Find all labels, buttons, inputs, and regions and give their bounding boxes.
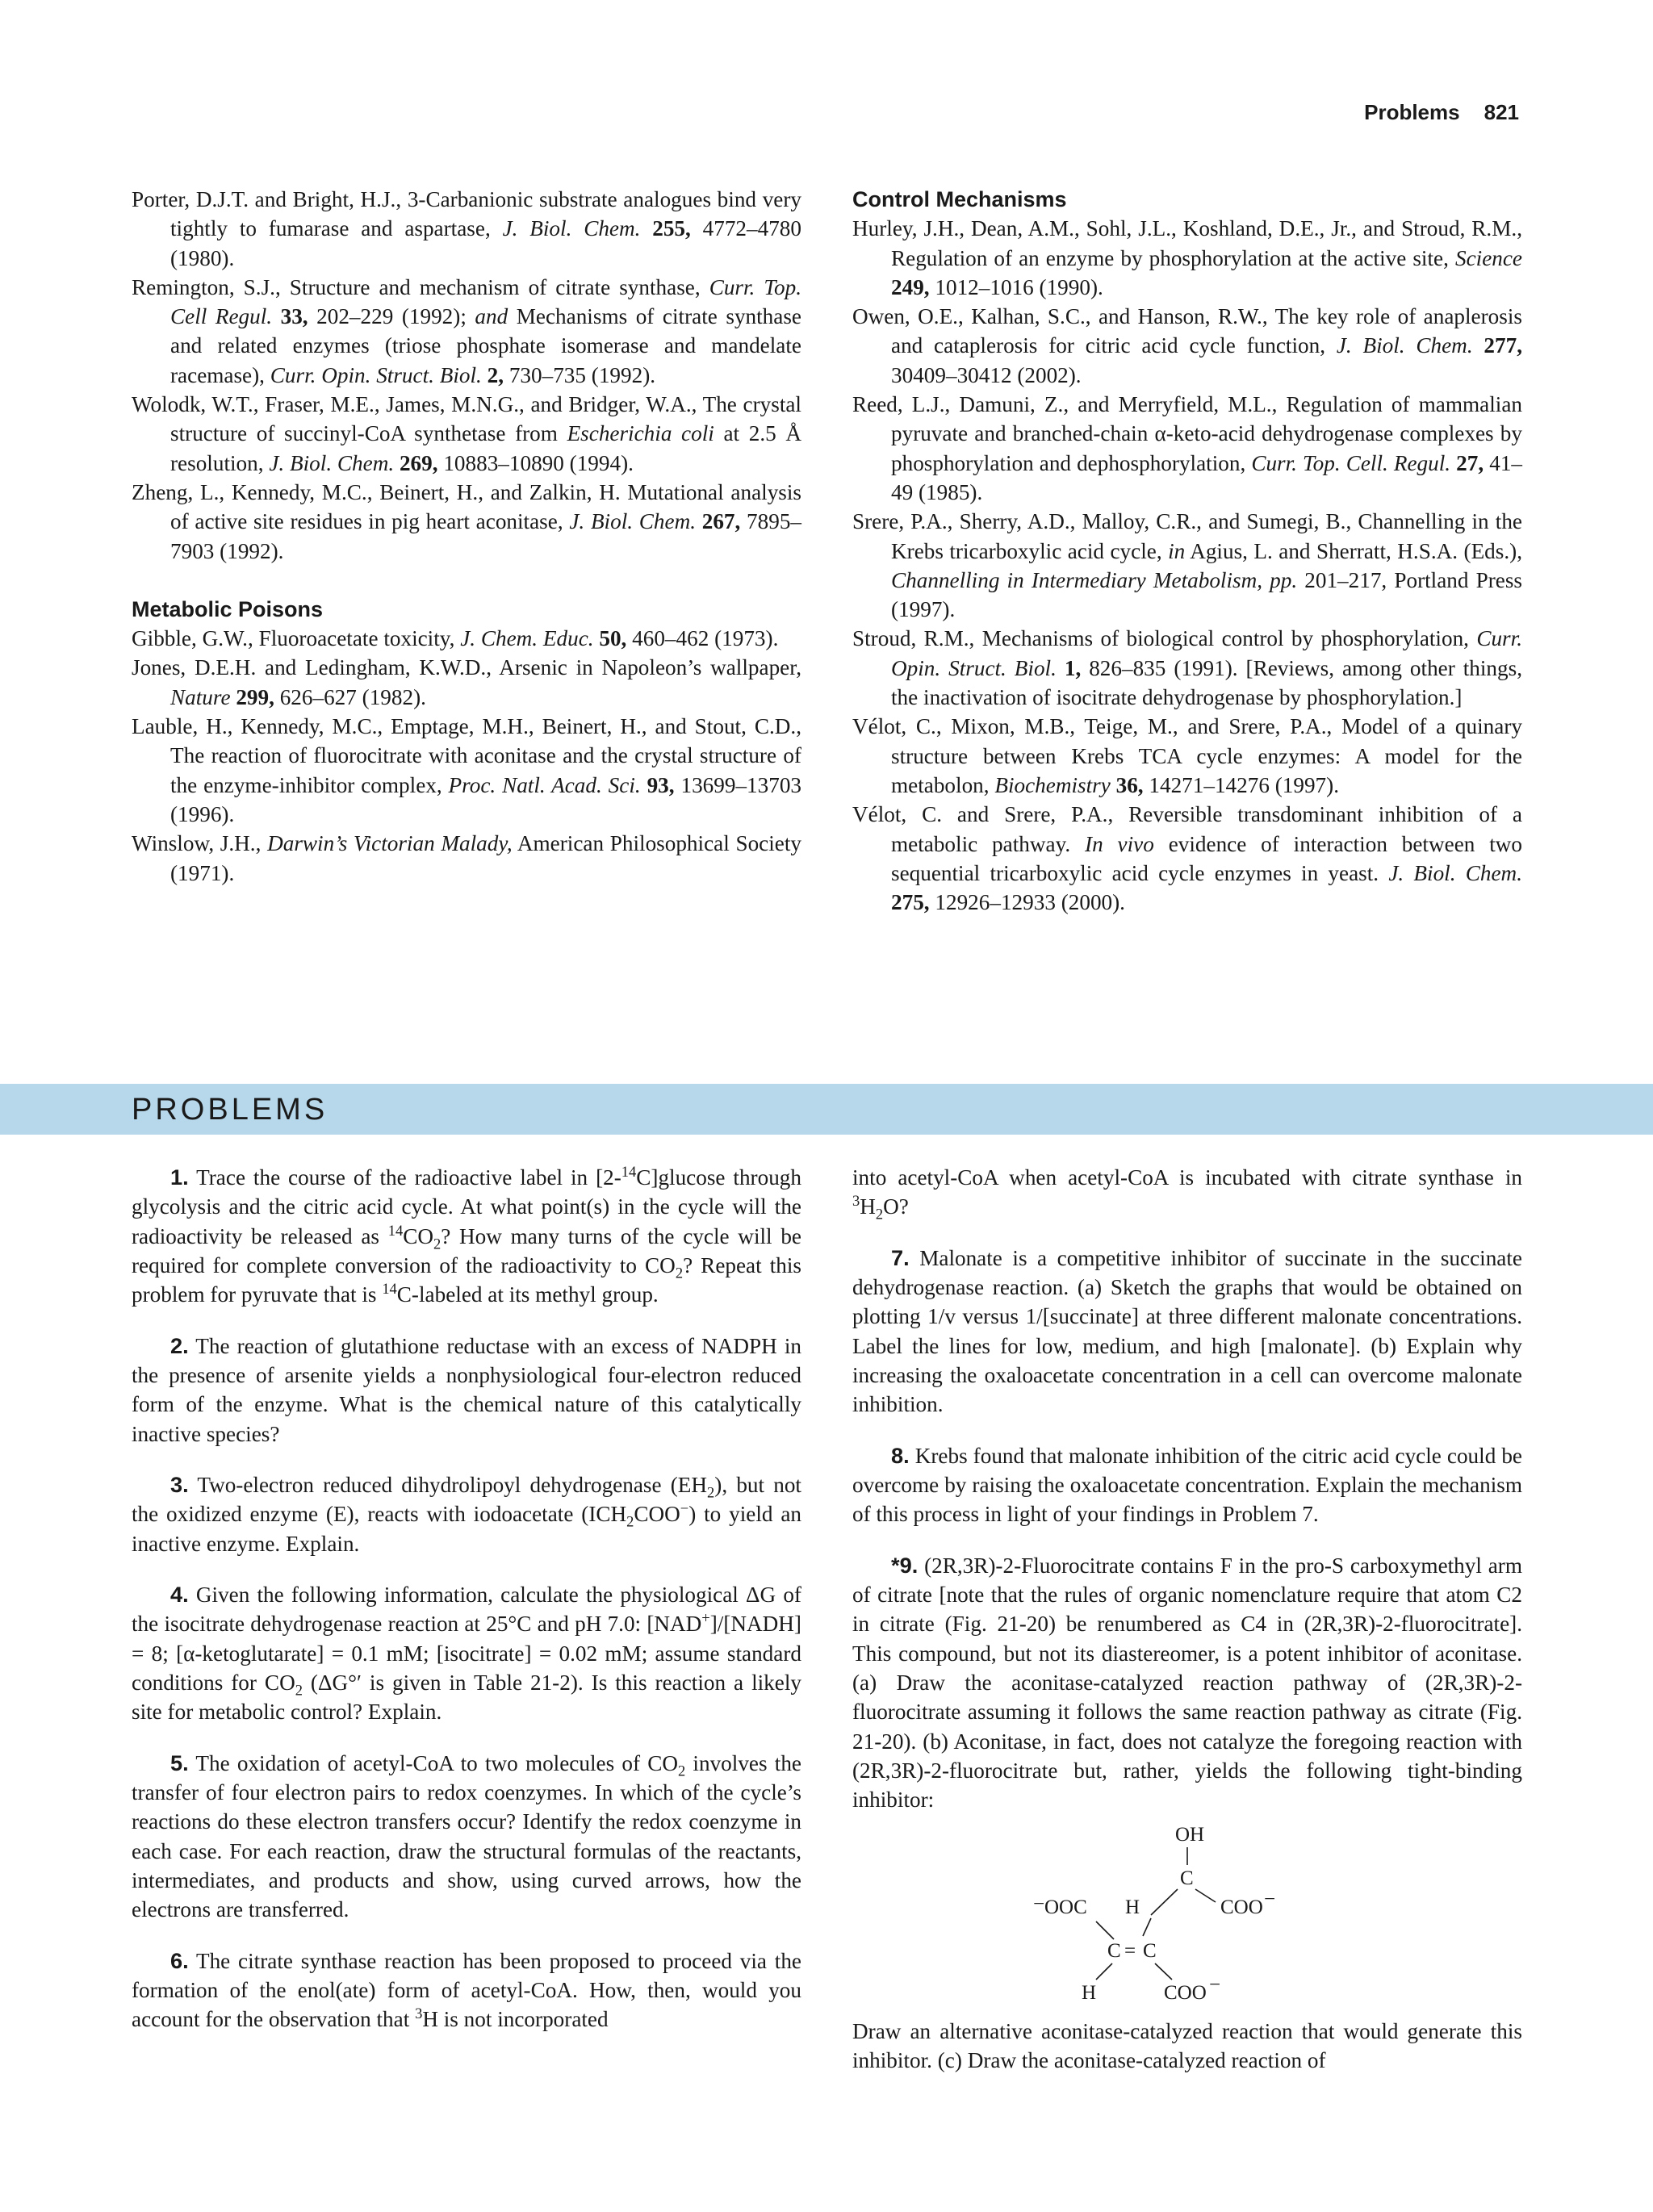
section-heading-metabolic-poisons: Metabolic Poisons [132,596,324,621]
structure-h-mid: H [1125,1896,1140,1918]
problem-6: 6. The citrate synthase reaction has been proposed to proceed via the formation of the enol(ate) form of acetyl-CoA. How, then, would you account for the observation that $^3$H is not incorporated [132,1947,801,2032]
problem-9: *9. (2R,3R)-2-Fluorocitrate contains F in the pro-S carboxymethyl arm of citrate [note that the rules of organic nomenclature require that atom C2 in citrate (Fig. 21-20) be renumbered as C4 in (2R,3R)-2-fluorocitrate]. This compound, but not its diastereomer, is a potent inhibitor of aconitase. (a) Draw the aconitase-catalyzed reaction pathway of (2R,3R)-2-fluorocitrate assuming it follows the same reaction pathway as citrate (Fig. 21-20). (b) Aconitase, in fact, does not catalyze the foregoing reaction with (2R,3R)-2-fluorocitrate but, rather, yields the following tight-binding inhibitor: [852,1552,1522,1813]
structure-bond [1151,1889,1178,1915]
reference-item: Lauble, H., Kennedy, M.C., Emptage, M.H., Beinert, H., and Stout, C.D., The reaction of fluorocitrate with aconitase and the crystal structure of the enzyme-inhibitor complex, Proc. Natl. Acad. Sci. 93, 13699–13703 (1996). [132,714,802,826]
reference-item: Gibble, G.W., Fluoroacetate toxicity, J. Chem. Educ. 50, 460–462 (1973). [132,626,779,651]
problem-3: 3. Two-electron reduced dihydrolipoyl dehydrogenase $(EH_2)$, but not the oxidized enzyme (E), reacts with iodoacetate $(ICH_2COO^-)$ to yield an inactive enzyme. Explain. [132,1472,801,1556]
reference-item: Jones, D.E.H. and Ledingham, K.W.D., Arsenic in Napoleon’s wallpaper, Nature 299, 626–627 (1982). [132,655,801,709]
problem-9-continued: Draw an alternative aconitase-catalyzed reaction that would generate this inhibitor. (c) Draw the aconitase-catalyzed reaction of [852,2018,1522,2072]
problem-5: 5. The oxidation of acetyl-CoA to two molecules of $CO_2$ involves the transfer of four electron pairs to redox coenzymes. In which of the cycle’s reactions do these electron transfers occur? Identify the redox coenzyme in each case. For each reaction, draw the structural formulas of the reactants, intermediates, and products and show, using curved arrows, how the electrons are transferred. [132,1750,801,1922]
inhibitor-structure-diagram [1030,1818,1320,2009]
structure-c-left: C [1107,1939,1121,1962]
structure-oh: OH [1175,1823,1205,1846]
structure-minus: − [1264,1888,1276,1910]
reference-item: Reed, L.J., Damuni, Z., and Merryfield, M.L., Regulation of mammalian pyruvate and branched-chain α-keto-acid dehydrogenase complexes by phosphorylation and dephosphorylation, Curr. Top. Cell. Regul. 27, 41–49 (1985). [852,392,1522,504]
problem-7: 7. Malonate is a competitive inhibitor of succinate in the succinate dehydrogenase reaction. (a) Sketch the graphs that would be obtained on plotting 1/v versus 1/[succinate] at three different malonate concentrations. Label the lines for low, medium, and high [malonate]. (b) Explain why increasing the oxaloacetate concentration in a cell can overcome malonate inhibition. [852,1244,1522,1417]
problems-right-column [852,1163,1522,2086]
problem-1: 1. Trace the course of the radioactive label in [2-$^{14}$C]glucose through glycolysis and the citric acid cycle. At what point(s) in the cycle will the radioactivity be released as $^{14}CO_2$? How many turns of the cycle will be required for complete conversion of the radioactivity to $CO_2$? Repeat this problem for pyruvate that is $^{14}$C-labeled at its methyl group. [132,1163,802,1307]
structure-coo-bottom: COO [1164,1981,1207,2004]
reference-item: Vélot, C. and Srere, P.A., Reversible transdominant inhibition of a metabolic pathway. In vivo evidence of interaction between two sequential tricarboxylic acid cycle enzymes in yeast. J. Biol. Chem. 275, 12926–12933 (2000). [852,802,1522,915]
reference-item: Vélot, C., Mixon, M.B., Teige, M., and Srere, P.A., Model of a quinary structure between Krebs TCA cycle enzymes: A model for the metabolon, Biochemistry 36, 14271–14276 (1997). [852,714,1522,797]
problem-6-continued: into acetyl-CoA when acetyl-CoA is incubated with citrate synthase in $^3H_2O$? [852,1165,1522,1223]
reference-item: Hurley, J.H., Dean, A.M., Sohl, J.L., Koshland, D.E., Jr., and Stroud, R.M., Regulation of an enzyme by phosphorylation at the active site, Science 249, 1012–1016 (1990). [852,216,1522,299]
structure-minus: − [1209,1973,1221,1996]
problem-4: 4. Given the following information, calculate the physiological ΔG of the isocitrate dehydrogenase reaction at 25°C and pH 7.0: [NAD+]/[NADH] = 8; [α-ketoglutarate] = 0.1 mM; [isocitrate] = 0.02 mM; assume standard conditions for $CO_2$ (ΔG°′ is given in Table 21-2). Is this reaction a likely site for metabolic control? Explain. [132,1582,801,1725]
reference-item: Winslow, J.H., Darwin’s Victorian Malady, American Philosophical Society (1971). [132,831,802,885]
section-heading-control-mechanisms: Control Mechanisms [852,187,1067,211]
structure-coo-right: COO [1220,1896,1263,1918]
reference-item: Owen, O.E., Kalhan, S.C., and Hanson, R.W., The key role of anaplerosis and cataplerosis for citric acid cycle function, J. Biol. Chem. 277, 30409–30412 (2002). [852,304,1523,387]
problem-8: 8. Krebs found that malonate inhibition of the citric acid cycle could be overcome by raising the oxaloacetate concentration. Explain the mechanism of this process in light of your findings in Problem 7. [852,1442,1522,1527]
structure-ooc-left: OOC [1044,1896,1087,1918]
page-number: 821 [1484,100,1519,124]
reference-item: Wolodk, W.T., Fraser, M.E., James, M.N.G., and Bridger, W.A., The crystal structure of succinyl-CoA synthetase from Escherichia coli at 2.5 Å resolution, J. Biol. Chem. 269, 10883–10890 (1994). [132,392,801,475]
references-left-column [132,185,801,888]
structure-minus: − [1033,1892,1045,1915]
running-head-section: Problems [1364,100,1460,124]
structure-double-bond: = [1124,1939,1136,1962]
running-head [1364,100,1519,125]
structure-c-right: C [1143,1939,1157,1962]
reference-item: Zheng, L., Kennedy, M.C., Beinert, H., and Zalkin, H. Mutational analysis of active site residues in pig heart aconitase, J. Biol. Chem. 267, 7895–7903 (1992). [132,479,802,563]
references-right-column [852,185,1522,917]
structure-c-top: C [1180,1867,1194,1889]
problems-left-column [132,1163,801,2046]
reference-item: Srere, P.A., Sherry, A.D., Malloy, C.R., and Sumegi, B., Channelling in the Krebs tricarboxylic acid cycle, in Agius, L. and Sherratt, H.S.A. (Eds.), Channelling in Intermediary Metabolism, pp. 201–217, Portland Press (1997). [852,509,1523,622]
reference-item: Remington, S.J., Structure and mechanism of citrate synthase, Curr. Top. Cell Regul. 33, 202–229 (1992); and Mechanisms of citrate synthase and related enzymes (triose phosphate isomerase and mandelate racemase), Curr. Opin. Struct. Biol. 2, 730–735 (1992). [132,274,801,387]
reference-item: Stroud, R.M., Mechanisms of biological control by phosphorylation, Curr. Opin. Struct. Biol. 1, 826–835 (1991). [Reviews, among other things, the inactivation of isocitrate dehydrogenase by phosphorylation.] [852,626,1522,710]
problem-2: 2. The reaction of glutathione reductase with an excess of NADPH in the presence of arsenite yields a nonphysiological four-electron reduced form of the enzyme. What is the chemical nature of this catalytically inactive species? [132,1332,801,1446]
problems-section-title: PROBLEMS [132,1093,329,1127]
structure-h-bottom: H [1082,1981,1097,2004]
reference-item: Porter, D.J.T. and Bright, H.J., 3-Carbanionic substrate analogues bind very tightly to fumarase and aspartase, J. Biol. Chem. 255, 4772–4780 (1980). [132,187,801,270]
